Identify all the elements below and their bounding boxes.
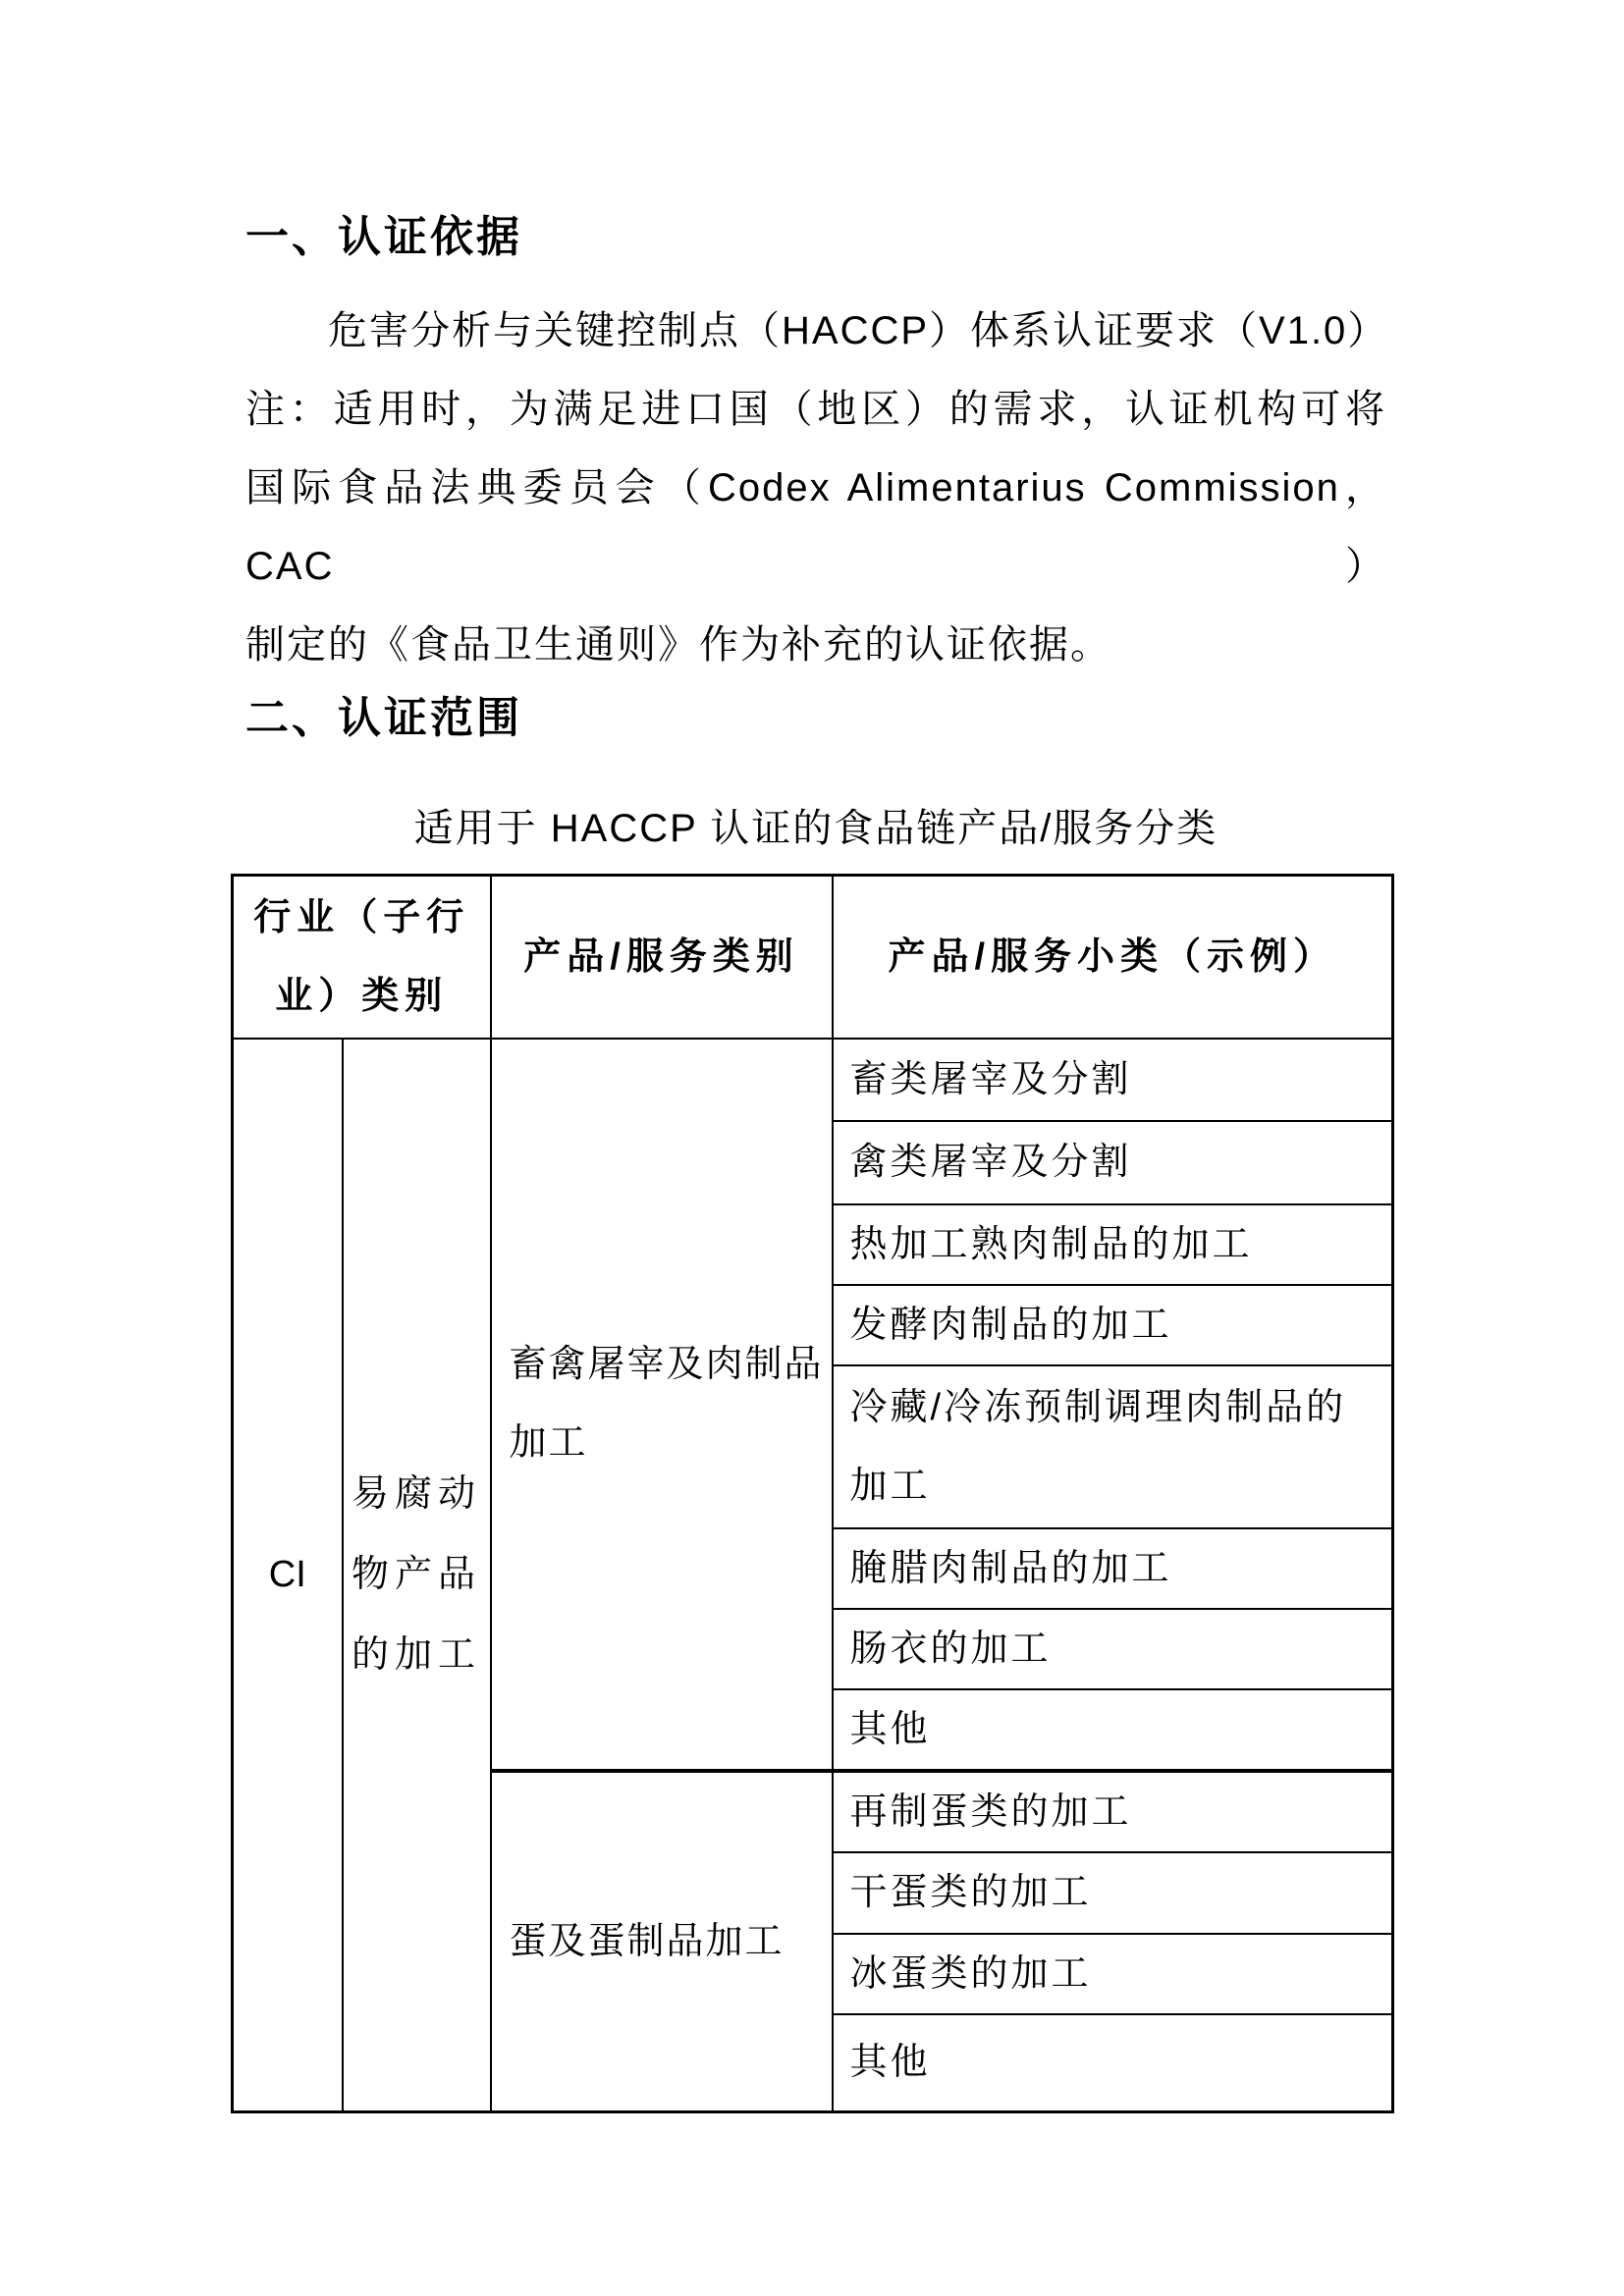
classification-table-body <box>233 1039 1393 2112</box>
header-industry-category: 行业（子行业）类别 <box>233 876 491 1039</box>
table-caption: 适用于 HACCP 认证的食品链产品/服务分类 <box>413 807 1218 850</box>
item-cell: 冷藏/冷冻预制调理肉制品的加工 <box>833 1365 1393 1528</box>
item-cell: 肠衣的加工 <box>833 1609 1393 1689</box>
section-heading-1: 一、认证依据 <box>245 213 522 261</box>
page-content <box>231 0 1391 2113</box>
header-product-service-category: 产品/服务类别 <box>491 876 833 1039</box>
industry-code-cell: CI <box>233 1039 343 2112</box>
category-cell: 蛋及蛋制品加工 <box>491 1771 833 2112</box>
table-header-row <box>233 876 1393 1039</box>
paragraph-line: 危害分析与关键控制点（HACCP）体系认证要求（V1.0） <box>328 309 1389 352</box>
header-product-service-subcategory: 产品/服务小类（示例） <box>833 876 1393 1039</box>
paragraph-line: 国际食品法典委员会（Codex Alimentarius Commission，CAC） <box>245 466 1386 588</box>
item-cell: 再制蛋类的加工 <box>833 1771 1393 1852</box>
paragraph-line: 制定的《食品卫生通则》作为补充的认证依据。 <box>245 623 1111 667</box>
section-heading-2: 二、认证范围 <box>245 694 522 742</box>
category-cell: 畜禽屠宰及肉制品加工 <box>491 1039 833 1771</box>
paragraph-line: 注：适用时，为满足进口国（地区）的需求，认证机构可将 <box>245 388 1386 431</box>
item-cell: 禽类屠宰及分割 <box>833 1121 1393 1204</box>
item-cell: 其他 <box>833 2014 1393 2112</box>
item-cell: 发酵肉制品的加工 <box>833 1285 1393 1365</box>
body-paragraph <box>245 292 1389 684</box>
item-cell: 畜类屠宰及分割 <box>833 1039 1393 1121</box>
table-row <box>233 1039 1393 1121</box>
item-cell: 腌腊肉制品的加工 <box>833 1528 1393 1609</box>
item-cell: 其他 <box>833 1689 1393 1771</box>
item-cell: 冰蛋类的加工 <box>833 1934 1393 2014</box>
classification-table <box>231 874 1394 2113</box>
item-cell: 干蛋类的加工 <box>833 1852 1393 1934</box>
item-cell: 热加工熟肉制品的加工 <box>833 1204 1393 1285</box>
table-header <box>233 876 1393 1039</box>
industry-name-cell: 易腐动物产品的加工 <box>343 1039 491 2112</box>
